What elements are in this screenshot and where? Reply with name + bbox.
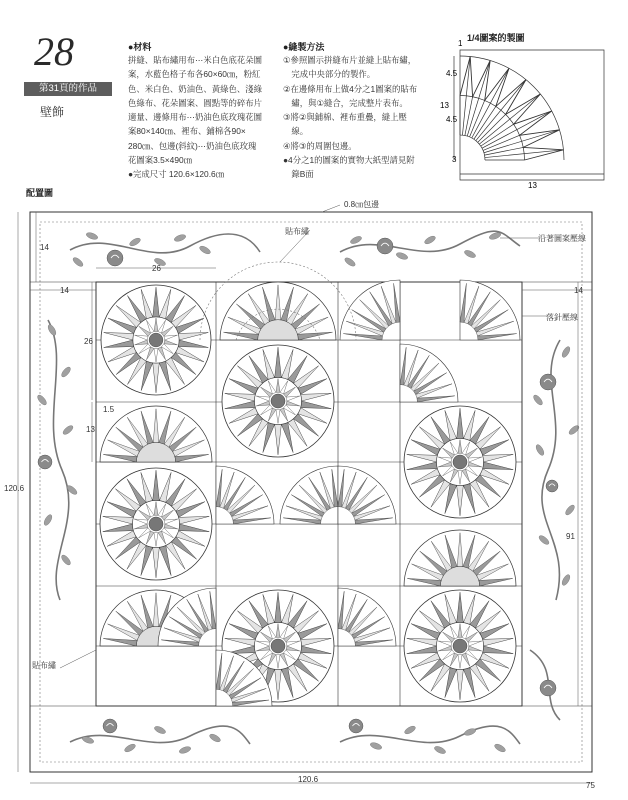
mat-line-2: 色、米白色、奶油色、黃綠色、淺綠 [128, 83, 262, 94]
mat-line-7: 花圖案3.5×490㎝ [128, 155, 193, 166]
dim-14-top: 14 [40, 243, 49, 252]
mat-line-1: 案，水藍色格子布各60×60㎝，粉紅 [128, 69, 261, 80]
dim-1-5: 1.5 [103, 405, 115, 414]
step-line-4: ③將②與鋪棉、裡布重疊，縫上壓 [283, 112, 407, 123]
step-line-2: ②在邊條用布上做4分之1圖案的貼布 [283, 83, 418, 94]
mat-line-5: 案80×140㎝、裡布、鋪棉各90× [128, 126, 246, 137]
dim-120-6-left: 120.6 [4, 484, 25, 493]
rose-right-a [540, 374, 556, 390]
leader-binding [322, 205, 340, 212]
rose-left [38, 455, 52, 469]
rose-top-left [107, 250, 123, 266]
materials-title: ●材料 [128, 42, 152, 52]
star-block-1 [101, 285, 211, 395]
star-block-3 [404, 406, 516, 518]
dim-91: 91 [566, 532, 575, 541]
rose-bloom [349, 719, 363, 733]
dim-14-right: 14 [574, 286, 583, 295]
rose-bottom-left [103, 719, 117, 733]
step-line-1: 完成中央部分的製作。 [283, 69, 376, 80]
dim-14-left: 14 [60, 286, 69, 295]
dim-13: 13 [86, 425, 95, 434]
rose-bloom [103, 719, 117, 733]
label-quilt-along: 沿著圖案壓線 [538, 234, 586, 243]
star-block-4 [100, 468, 212, 580]
rose-right-bottom [540, 680, 556, 696]
step-line-7: ●4分之1的圖案的實物大紙型請見附 [283, 155, 415, 166]
rose-right-b [546, 480, 558, 492]
pd-dim-c: 4.5 [446, 115, 458, 124]
rose-bloom [377, 238, 393, 254]
star-center [149, 517, 163, 531]
rose-bloom [546, 480, 558, 492]
pd-dim-top: 1 [458, 39, 463, 48]
dim-26-left: 26 [84, 337, 93, 346]
mat-line-4: 適量、邊條用布⋯奶油色底玫瑰花圖 [128, 112, 262, 123]
rose-bloom [107, 250, 123, 266]
rose-bloom [38, 455, 52, 469]
star-center [453, 639, 467, 653]
pd-dim-a: 4.5 [446, 69, 458, 78]
star-center [149, 333, 163, 347]
rose-bloom [540, 680, 556, 696]
reference-badge: 第31頁的作品 [24, 82, 112, 96]
dim-120-6-bottom: 120.6 [298, 775, 319, 784]
dim-26-top: 26 [152, 264, 161, 273]
step-line-8: 錄B面 [283, 169, 314, 180]
page-number: 75 [586, 781, 595, 790]
rose-bottom-right [349, 719, 363, 733]
mat-line-3: 色綠布、花朵圖案、圓點等的碎布片 [128, 97, 262, 108]
pd-dim-d: 3 [452, 155, 457, 164]
layout-title: 配置圖 [26, 188, 54, 198]
label-applique-top: 貼布繡 [285, 227, 309, 236]
steps-title: ●縫製方法 [283, 42, 325, 52]
mat-line-0: 拼縫、貼布繡用布⋯米白色底花朵圖 [128, 55, 262, 65]
step-line-0: ①參照圖示拼縫布片並縫上貼布繡， [283, 55, 417, 65]
star-block-2 [222, 345, 334, 457]
rose-top-right [377, 238, 393, 254]
label-binding: 0.8㎝包邊 [344, 200, 380, 209]
rose-bloom [540, 374, 556, 390]
label-applique-left: 貼布繡 [32, 661, 56, 670]
pd-dim-b: 13 [440, 101, 449, 110]
star-center [271, 394, 285, 408]
star-center [271, 639, 285, 653]
star-block-6 [404, 590, 516, 702]
project-number: 28 [34, 29, 74, 74]
step-line-5: 線。 [283, 126, 309, 137]
mat-line-6: 280㎝、包邊(斜紋)⋯奶油色底玫瑰 [128, 140, 257, 151]
step-line-6: ④將③的周圍包邊。 [283, 140, 357, 151]
label-in-ditch: 落針壓線 [546, 313, 578, 322]
finished-size: ●完成尺寸 120.6×120.6㎝ [128, 169, 225, 180]
star-center [453, 455, 467, 469]
project-name: 壁飾 [40, 105, 65, 119]
pattern-diagram-title: 1/4圖案的製圖 [467, 33, 525, 43]
step-line-3: 繡，與①縫合，完成整片表布。 [283, 97, 408, 108]
pd-dim-bottom: 13 [528, 181, 537, 190]
